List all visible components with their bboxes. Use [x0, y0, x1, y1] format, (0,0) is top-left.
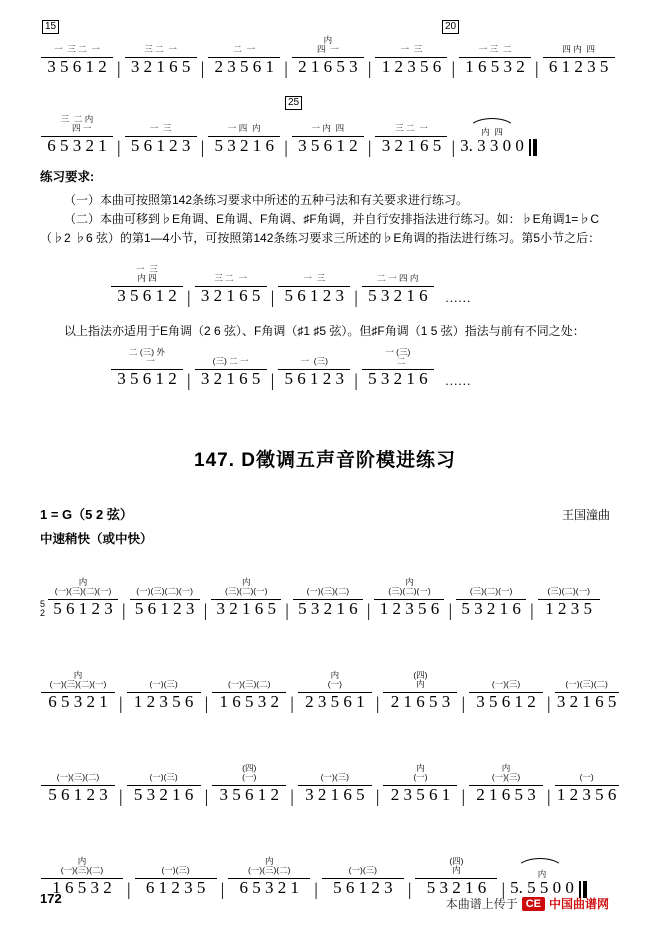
note-text: 3 2 1 6 5 [130, 57, 191, 76]
example-notation-2 [110, 348, 471, 389]
barline: | [535, 58, 539, 78]
measure [207, 124, 291, 156]
fingering-text: 一 三 [400, 44, 423, 54]
brand-name: 中国曲谱网 [548, 897, 609, 911]
fingering-text: 二 一 [233, 44, 256, 54]
note-text: 1 2 3 5 6 [556, 785, 617, 804]
barline: | [220, 879, 225, 899]
measure [110, 265, 194, 306]
note-text: 3 5 6 1 2 [117, 286, 177, 305]
barline: | [547, 693, 551, 713]
fingering-text: (四) (一) [242, 763, 257, 782]
top-notation-section [40, 18, 610, 156]
note-text: 3. 3 3 0 0 [460, 136, 524, 155]
measure [455, 587, 537, 619]
fingering-text: 三 二 一 [395, 123, 428, 133]
measure [211, 680, 297, 712]
fingering-text: 内 (一) [413, 763, 428, 782]
measure [361, 348, 435, 389]
note-text: 1 2 3 5 [545, 599, 593, 618]
barline: | [375, 693, 380, 713]
note-text: 2 3 5 6 1 [305, 692, 365, 711]
measure [124, 45, 208, 77]
note-text: 5 3 2 1 6 [298, 599, 358, 618]
ellipsis: …… [444, 290, 471, 305]
note-text: 5 6 1 2 3 [53, 599, 113, 618]
measure [554, 773, 620, 805]
measure-number-25: 25 [285, 96, 302, 110]
fingering-text: 内 四 一 [316, 35, 339, 54]
staff-line-2 [40, 115, 610, 156]
note-text: 5 3 2 1 6 [133, 785, 194, 804]
measure [382, 764, 468, 805]
barline: | [407, 879, 412, 899]
measure [194, 357, 278, 389]
practice-item-3: 以上指法亦适用于E角调（2 6 弦）、F角调（♯1 ♯5 弦）。但♯F角调（1 5 弦）指法与前有不同之处： [64, 324, 585, 338]
measure [374, 45, 458, 77]
note-text: 3 5 6 1 2 [476, 692, 536, 711]
barline: | [117, 137, 121, 157]
note-text: 1 6 5 3 2 [219, 692, 279, 711]
barline: | [117, 58, 121, 78]
barline: | [290, 693, 294, 713]
barline: | [375, 786, 380, 806]
measure [414, 857, 508, 898]
note-text: 5 3 2 1 6 [426, 878, 487, 897]
barline: | [501, 879, 506, 899]
note-text: 3 2 1 6 5 [200, 286, 261, 305]
note-text: 3 2 1 6 5 [200, 369, 261, 388]
practice-item-3-wrap [40, 322, 610, 341]
measure [361, 274, 435, 306]
note-text: 5 6 1 2 3 [284, 369, 344, 388]
fingering-text: 二 一 四 内 [377, 273, 419, 283]
practice-item-2: （二）本曲可移到♭E角调、E角调、F角调、♯F角调，并自行安排指法进行练习。如：♭E角调1=♭C（♭2 ♭6 弦）的第1—4小节，可按照第142条练习要求三所述的♭E角调的指法进行练习。第5小节之后： [40, 212, 601, 245]
fingering-text: 一 (三) [300, 356, 328, 366]
barline: | [354, 370, 358, 390]
measure [508, 870, 587, 898]
note-text: 5 6 1 2 3 [333, 878, 393, 897]
note-text: 5 6 1 2 3 [134, 599, 195, 618]
fingering-text: (一)(三) [348, 865, 377, 875]
fingering-text: 内 (一)(三) [491, 763, 521, 782]
barline: | [284, 137, 288, 157]
measure [129, 587, 211, 619]
note-text: 2 1 6 5 3 [390, 692, 451, 711]
barline: | [200, 137, 205, 157]
measure [468, 764, 554, 805]
measure [40, 773, 126, 805]
fingering-text: (一)(三)(二) [565, 679, 608, 689]
note-text: 5 3 2 1 6 [461, 599, 521, 618]
barline: | [290, 786, 294, 806]
fingering-text: 一 三 [149, 123, 172, 133]
practice-item-1: （一）本曲可按照第142条练习要求中所述的五种弓法和有关要求进行练习。 [64, 193, 469, 207]
brand-logo-icon: CE [522, 897, 545, 911]
fingering-text: 内 [537, 869, 547, 879]
measure [537, 587, 601, 619]
barline: | [451, 58, 456, 78]
fingering-text: (一)(三) [149, 772, 178, 782]
measure [40, 671, 126, 712]
fingering-text: 内 (三)(二)(一) [224, 577, 268, 596]
measure [292, 587, 374, 619]
note-text: 5 3 2 1 6 [368, 286, 428, 305]
composer-credit: 王国潼曲 [561, 508, 610, 522]
barline: | [284, 58, 288, 78]
staff-line-p1 [40, 578, 610, 619]
measure [374, 124, 458, 156]
barline: | [451, 137, 456, 157]
barline: | [203, 600, 208, 620]
staff-line-1 [40, 36, 610, 77]
note-text: 5. 5 5 0 0 [510, 878, 574, 897]
barline: | [530, 600, 534, 620]
practice-heading: 练习要求: [40, 170, 95, 184]
fingering-text: 内 (一)(三)(二) [247, 856, 291, 875]
example-notation-1 [110, 265, 471, 306]
measure [277, 357, 361, 389]
note-text: 3 2 1 6 5 [556, 692, 617, 711]
fingering-text: (一)(三)(二)(一) [136, 586, 193, 596]
footer-note: 本曲谱上传于 [445, 897, 518, 911]
fingering-text: 二 (三) 外 一 [129, 347, 165, 366]
measure [291, 36, 375, 77]
page-number: 172 [40, 891, 62, 906]
ellipsis: …… [444, 373, 471, 388]
fingering-text: (一)(三)(二) [56, 772, 100, 782]
fingering-text: (四) 内 [413, 670, 428, 689]
barline: | [314, 879, 318, 899]
measure [382, 671, 468, 712]
footer-branding [446, 895, 609, 912]
staff-line-p3 [40, 763, 617, 806]
practice-requirements [40, 167, 610, 248]
fingering-text: (一)(三) [320, 772, 349, 782]
measure [47, 578, 129, 619]
measure [542, 45, 616, 77]
note-text: 5 6 1 2 3 [130, 136, 191, 155]
note-text: 6 5 3 2 1 [48, 692, 108, 711]
fingering-text: 内 四 [481, 127, 503, 137]
measure [554, 680, 620, 712]
measure [207, 45, 291, 77]
fingering-text: (三)(二)(一) [547, 586, 590, 596]
staff-line-p4 [40, 857, 610, 898]
note-text: 2 1 6 5 3 [298, 57, 358, 76]
fingering-text: (四) 内 [449, 856, 464, 875]
measure [227, 857, 321, 898]
note-text: 5 6 1 2 3 [284, 286, 344, 305]
string-indicator: 5 2 [40, 599, 46, 618]
measure [458, 128, 537, 156]
barline: | [119, 786, 123, 806]
final-barline [529, 138, 537, 156]
note-text: 3 5 6 1 2 [47, 57, 107, 76]
fingering-text: 一 三 二 [478, 44, 512, 54]
barline: | [366, 600, 371, 620]
fingering-text: 三 二 内 四 一 [60, 114, 94, 133]
note-text: 3 5 6 1 2 [219, 785, 279, 804]
measure [40, 115, 124, 156]
measure [297, 671, 383, 712]
measure [126, 773, 212, 805]
staff-line-example-1 [110, 265, 471, 306]
fingering-text: 内 (三)(二)(一) [388, 577, 431, 596]
fingering-text: 四 内 四 [562, 44, 595, 54]
fingering-text: 内 (一) [327, 670, 342, 689]
staff-line-p2 [40, 670, 617, 713]
note-text: 5 6 1 2 3 [48, 785, 108, 804]
barline: | [270, 287, 275, 307]
tempo-marking: 中速稍快（或中快） [40, 532, 153, 546]
measure [373, 578, 455, 619]
barline: | [285, 600, 289, 620]
measure [126, 680, 212, 712]
barline: | [200, 58, 205, 78]
note-text: 1 2 3 5 6 [379, 599, 440, 618]
barline: | [204, 693, 209, 713]
note-text: 6 5 3 2 1 [47, 136, 107, 155]
fingering-text: 内 (一)(三)(二) [60, 856, 104, 875]
note-text: 3 2 1 6 5 [381, 136, 442, 155]
barline: | [187, 287, 191, 307]
note-text: 2 1 6 5 3 [476, 785, 536, 804]
measure [321, 866, 415, 898]
note-text: 2 3 5 6 1 [214, 57, 274, 76]
note-text: 6 5 3 2 1 [239, 878, 299, 897]
note-text: 3 2 1 6 5 [305, 785, 365, 804]
barline: | [547, 786, 551, 806]
piece-header [40, 445, 610, 547]
measure-number-20: 20 [442, 20, 459, 34]
barline: | [127, 879, 131, 899]
fingering-text: (一)(三) [161, 865, 190, 875]
measure [458, 45, 542, 77]
fingering-text: (一)(三) [491, 679, 521, 689]
fingering-text: 内 (一)(三)(二)(一) [54, 577, 112, 596]
note-text: 6 1 2 3 5 [548, 57, 609, 76]
barline: | [122, 600, 126, 620]
barline: | [367, 58, 372, 78]
note-text: 5 3 2 1 6 [368, 369, 428, 388]
note-text: 5 3 2 1 6 [214, 136, 274, 155]
fingering-text: 一 三 [303, 273, 326, 283]
note-text: 1 2 3 5 6 [133, 692, 194, 711]
fingering-text: 三 二 一 [144, 44, 177, 54]
barline: | [187, 370, 191, 390]
fingering-text: 一 (三) 二 [385, 347, 411, 366]
measure [40, 45, 124, 77]
measure [210, 578, 292, 619]
fingering-text: (三) 二 一 [212, 356, 249, 366]
barline: | [119, 693, 123, 713]
note-text: 1 6 5 3 2 [465, 57, 525, 76]
measure-number-15: 15 [42, 20, 59, 34]
fingering-text: 三 二 一 [214, 273, 247, 283]
measure [468, 680, 554, 712]
key-signature: 1 = G（5 2 弦） [40, 507, 133, 522]
measure [194, 274, 278, 306]
barline: | [461, 693, 466, 713]
measure [211, 764, 297, 805]
fingering-text: (一)(三)(二) [227, 679, 271, 689]
note-text: 2 3 5 6 1 [390, 785, 451, 804]
note-text: 3 2 1 6 5 [216, 599, 276, 618]
measure [134, 866, 228, 898]
note-text: 6 1 2 3 5 [145, 878, 206, 897]
staff-line-example-2 [110, 348, 471, 389]
fingering-text: (三)(二)(一) [469, 586, 513, 596]
note-text: 3 5 6 1 2 [117, 369, 177, 388]
fingering-text: (一)(三) [149, 679, 178, 689]
note-text: 1 2 3 5 6 [381, 57, 442, 76]
barline: | [448, 600, 453, 620]
measure [110, 348, 194, 389]
measure [124, 124, 208, 156]
fingering-text: 一 内 四 [311, 123, 345, 133]
note-text: 1 6 5 3 2 [52, 878, 112, 897]
fingering-text: (一) [579, 772, 594, 782]
fingering-text: 内 (一)(三)(二)(一) [49, 670, 107, 689]
measure [277, 274, 361, 306]
barline: | [367, 137, 372, 157]
barline: | [461, 786, 466, 806]
barline: | [354, 287, 358, 307]
fingering-text: 一 四 内 [227, 123, 261, 133]
fingering-text: 一 三 二 一 [54, 44, 100, 54]
barline: | [270, 370, 275, 390]
measure [291, 124, 375, 156]
measure [297, 773, 383, 805]
fingering-text: 一 三 内 四 [136, 264, 158, 283]
barline: | [204, 786, 209, 806]
fingering-text: (一)(三)(二) [306, 586, 350, 596]
note-text: 3 5 6 1 2 [298, 136, 358, 155]
piece-title: 147. D徵调五声音阶模进练习 [194, 450, 456, 471]
